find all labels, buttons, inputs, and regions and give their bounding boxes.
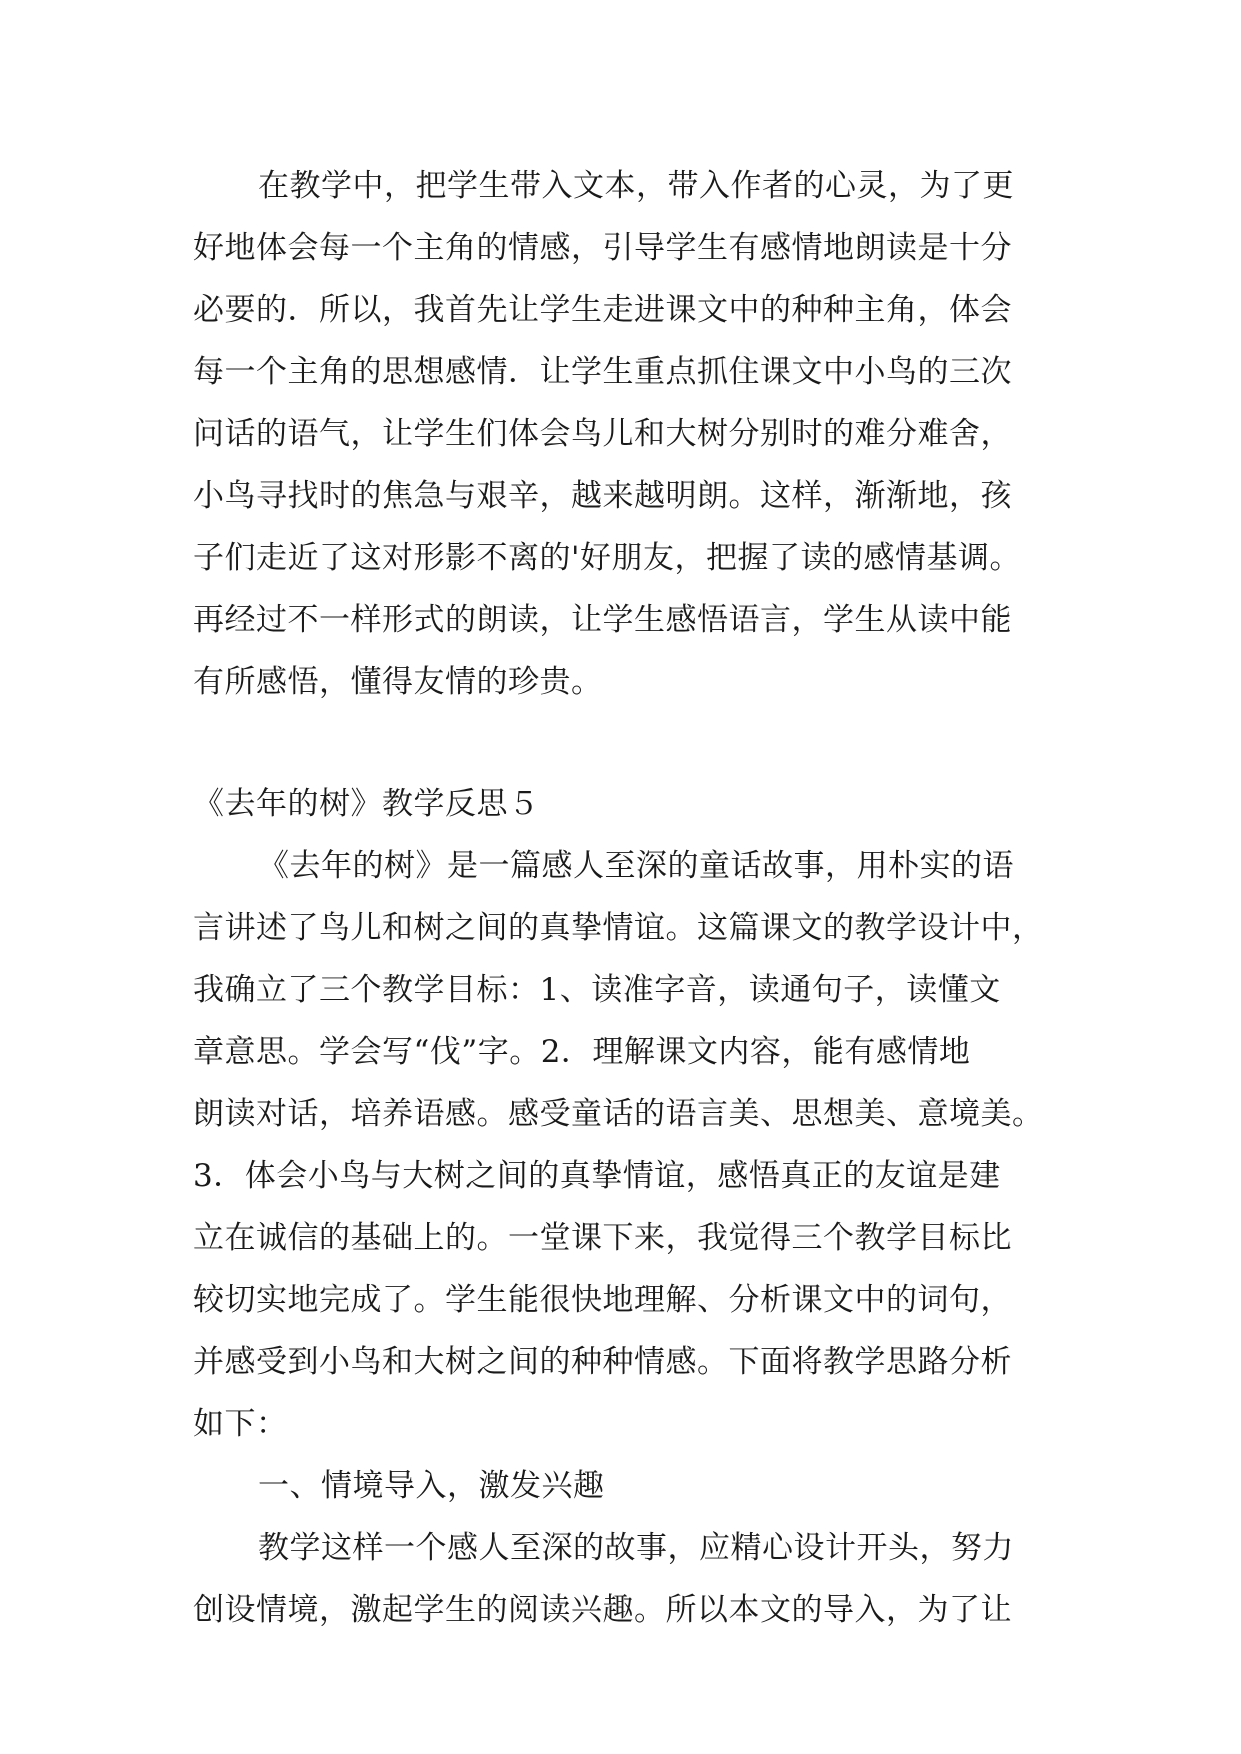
paragraph-line: 较切实地完成了。学生能很快地理解、分析课文中的词句， xyxy=(193,1282,1012,1318)
paragraph-line: 章意思。学会写“伐”字。2．理解课文内容，能有感情地 xyxy=(193,1034,971,1070)
paragraph-line: 有所感悟，懂得友情的珍贵。 xyxy=(193,664,603,700)
paragraph-line: 子们走近了这对形影不离的'好朋友，把握了读的感情基调。 xyxy=(193,540,1022,576)
paragraph-line: 在教学中，把学生带入文本，带入作者的心灵，为了更 xyxy=(258,168,1014,204)
paragraph-line: 小鸟寻找时的焦急与艰辛，越来越明朗。这样，渐渐地，孩 xyxy=(193,478,1012,514)
paragraph-line: 我确立了三个教学目标：1、读准字音，读通句子，读懂文 xyxy=(193,972,1001,1008)
paragraph-line: 问话的语气，让学生们体会鸟儿和大树分别时的难分难舍， xyxy=(193,416,1012,452)
paragraph-line: 朗读对话，培养语感。感受童话的语言美、思想美、意境美。 xyxy=(193,1096,1044,1132)
paragraph-line: 《去年的树》是一篇感人至深的童话故事，用朴实的语 xyxy=(258,848,1014,884)
paragraph-line: 教学这样一个感人至深的故事，应精心设计开头，努力 xyxy=(258,1530,1014,1566)
paragraph-line: 必要的．所以，我首先让学生走进课文中的种种主角，体会 xyxy=(193,292,1012,328)
paragraph-line: 再经过不一样形式的朗读，让学生感悟语言，学生从读中能 xyxy=(193,602,1012,638)
paragraph-line: 创设情境，激起学生的阅读兴趣。所以本文的导入，为了让 xyxy=(193,1592,1012,1628)
subsection-title: 一、情境导入，激发兴趣 xyxy=(258,1468,605,1504)
paragraph-line: 每一个主角的思想感情．让学生重点抓住课文中小鸟的三次 xyxy=(193,354,1012,390)
paragraph-line: 好地体会每一个主角的情感，引导学生有感情地朗读是十分 xyxy=(193,230,1012,266)
paragraph-line: 言讲述了鸟儿和树之间的真挚情谊。这篇课文的教学设计中， xyxy=(193,910,1044,946)
section-heading: 《去年的树》教学反思５ xyxy=(193,786,540,822)
paragraph-line: 并感受到小鸟和大树之间的种种情感。下面将教学思路分析 xyxy=(193,1344,1012,1380)
paragraph-line: 立在诚信的基础上的。一堂课下来，我觉得三个教学目标比 xyxy=(193,1220,1012,1256)
paragraph-line: 3．体会小鸟与大树之间的真挚情谊，感悟真正的友谊是建 xyxy=(193,1158,1001,1194)
paragraph-line: 如下： xyxy=(193,1406,288,1442)
